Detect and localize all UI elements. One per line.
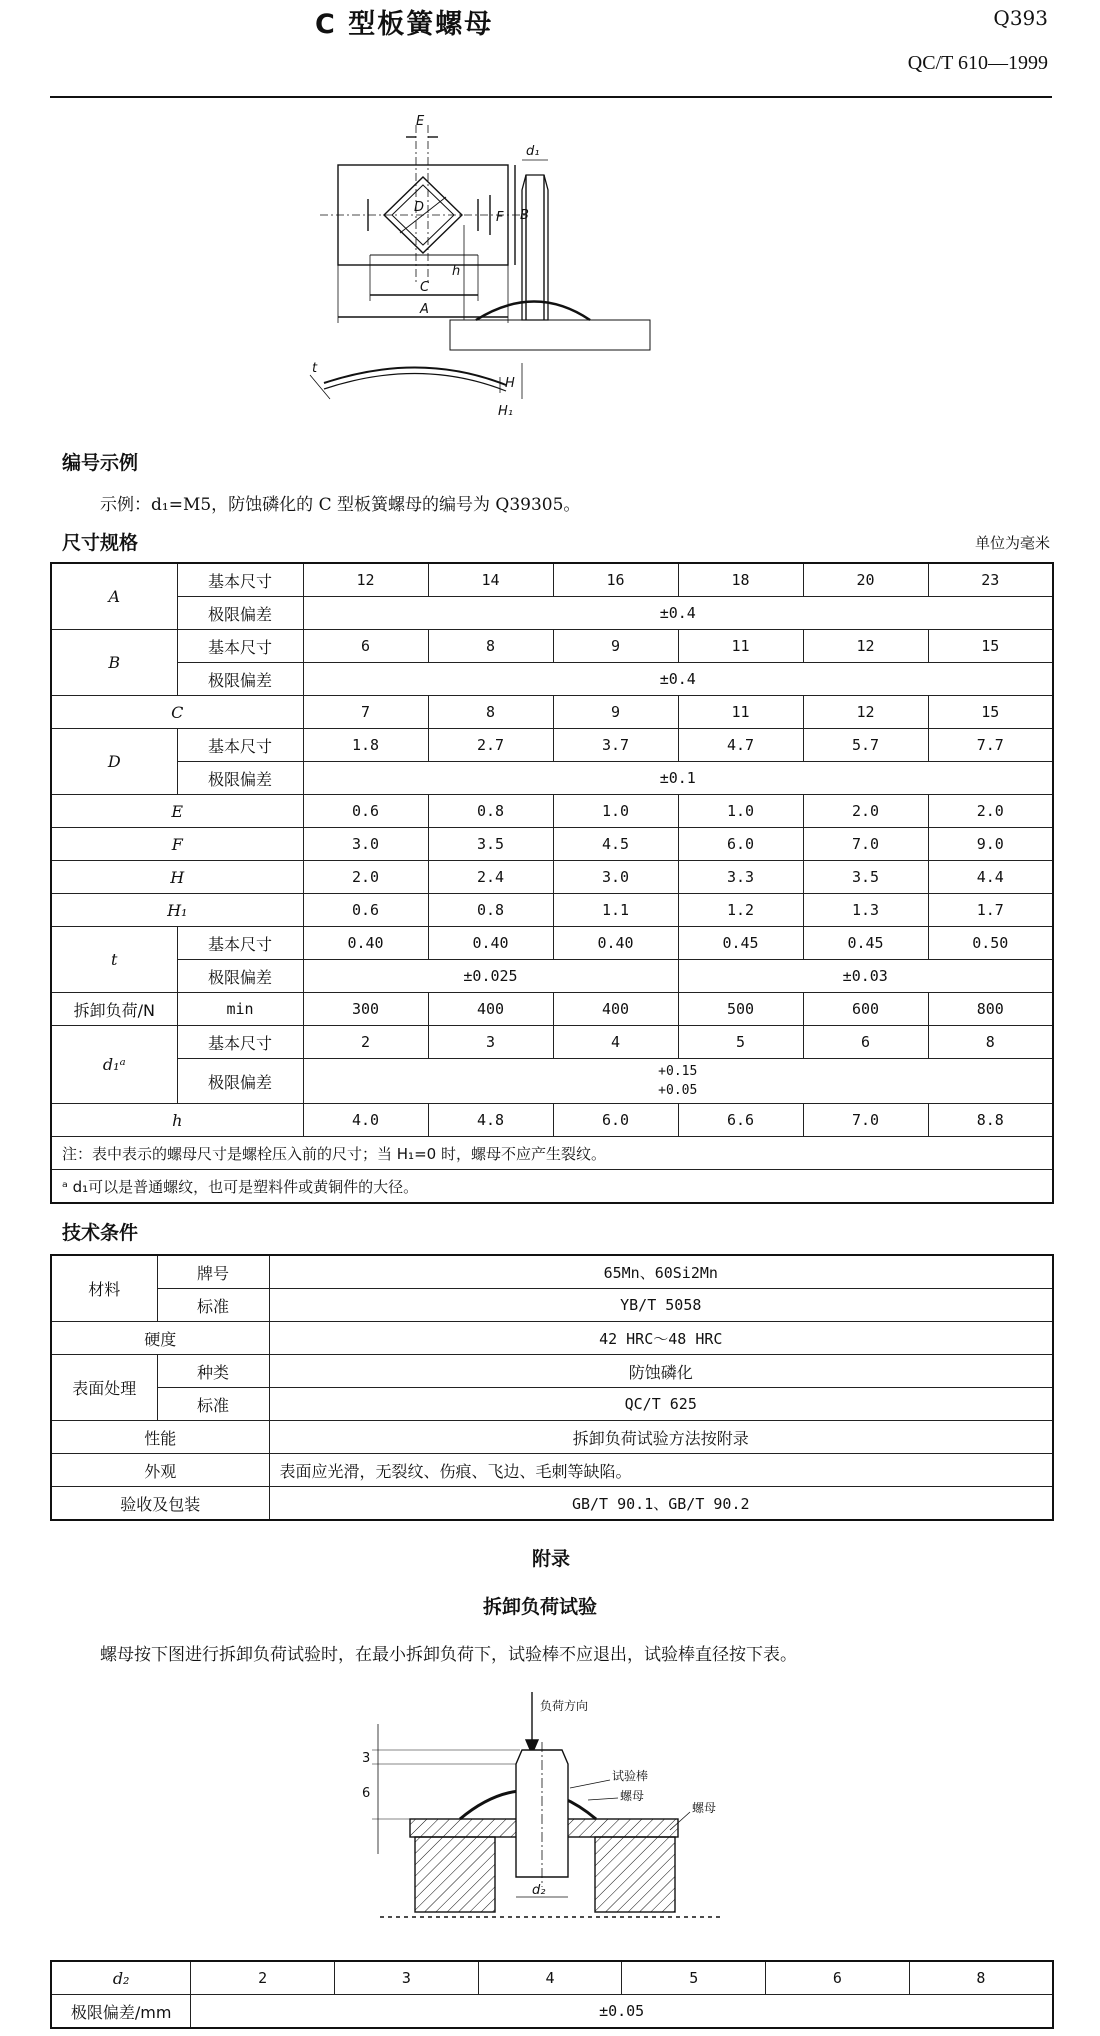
label-C: C (420, 280, 430, 295)
table-row: h 4.0 4.8 6.0 6.6 7.0 8.8 (51, 1104, 1053, 1137)
table-row: 材料 牌号 65Mn、60Si2Mn (51, 1255, 1053, 1289)
label-nut: 螺母 (620, 1789, 645, 1803)
table-row (51, 1137, 1053, 1170)
tech-heading: 技术条件 (62, 1222, 139, 1244)
unit-note: 单位为毫米 (974, 534, 1050, 552)
table-row (51, 1170, 1053, 1204)
table-row: 外观 表面应光滑，无裂纹、伤痕、飞边、毛刺等缺陷。 (51, 1454, 1053, 1487)
label-B: B (520, 208, 529, 223)
tech-table (50, 1254, 1054, 1521)
page-title: C 型板簧螺母 (315, 9, 494, 40)
label-load-direction: 负荷方向 (540, 1699, 589, 1713)
d1-tol-upper: +0.15 (658, 1064, 698, 1079)
appendix-text: 螺母按下图进行拆卸负荷试验时，在最小拆卸负荷下，试验棒不应退出，试验棒直径按下表。 (100, 1645, 797, 1665)
d2-table (50, 1960, 1054, 2029)
table-row: F 3.0 3.5 4.5 6.0 7.0 9.0 (51, 828, 1053, 861)
appendix-subheading: 拆卸负荷试验 (483, 1596, 598, 1618)
table-footnote: ᵃ d₁可以是普通螺纹，也可是塑料件或黄铜件的大径。 (51, 1170, 1053, 1204)
table-row: 硬度 42 HRC～48 HRC (51, 1322, 1053, 1355)
table-row: 标准 QC/T 625 (51, 1388, 1053, 1421)
table-row: 性能 拆卸负荷试验方法按附录 (51, 1421, 1053, 1454)
table-row: C 7 8 9 11 12 15 (51, 696, 1053, 729)
table-row: 验收及包装 GB/T 90.1、GB/T 90.2 (51, 1487, 1053, 1521)
table-row: 极限偏差/mm ±0.05 (51, 1995, 1053, 2029)
table-row: H₁ 0.6 0.8 1.1 1.2 1.3 1.7 (51, 894, 1053, 927)
table-row: d₂ 2 3 4 5 6 8 (51, 1961, 1053, 1995)
nut-dimension-drawing (300, 115, 800, 435)
label-dim-6: 6 (362, 1786, 371, 1801)
label-t: t (312, 361, 318, 376)
part-code: Q393 (993, 6, 1048, 30)
label-D: D (414, 200, 425, 215)
table-row: 极限偏差 ±0.4 (51, 597, 1053, 630)
table-row: D 基本尺寸 1.8 2.7 3.7 4.7 5.7 7.7 (51, 729, 1053, 762)
label-E: E (416, 115, 425, 129)
label-H1: H₁ (498, 404, 513, 419)
table-row: A 基本尺寸 12 14 16 18 20 23 (51, 563, 1053, 597)
table-row: 标准 YB/T 5058 (51, 1289, 1053, 1322)
table-row: B 基本尺寸 6 8 9 11 12 15 (51, 630, 1053, 663)
label-nut-right: 螺母 (692, 1801, 717, 1815)
table-row: 表面处理 种类 防蚀磷化 (51, 1355, 1053, 1388)
table-row: t 基本尺寸 0.40 0.40 0.40 0.45 0.45 0.50 (51, 927, 1053, 960)
table-row: d₁ᵃ 基本尺寸 2 3 4 5 6 8 (51, 1026, 1053, 1059)
table-row: 拆卸负荷/N min 300 400 400 500 600 800 (51, 993, 1053, 1026)
dimensions-heading: 尺寸规格 (62, 532, 139, 554)
label-F: F (496, 210, 504, 225)
table-row: 极限偏差 ±0.1 (51, 762, 1053, 795)
appendix-heading: 附录 (532, 1548, 571, 1570)
example-text: 示例：d₁=M5，防蚀磷化的 C 型板簧螺母的编号为 Q39305。 (100, 495, 581, 515)
table-note: 注：表中表示的螺母尺寸是螺栓压入前的尺寸；当 H₁=0 时，螺母不应产生裂纹。 (51, 1137, 1053, 1170)
label-h: h (452, 264, 461, 279)
table-row: 极限偏差 ±0.4 (51, 663, 1053, 696)
table-row: E 0.6 0.8 1.0 1.0 2.0 2.0 (51, 795, 1053, 828)
label-H: H (505, 376, 515, 391)
label-test-rod: 试验棒 (612, 1769, 649, 1783)
table-row: 极限偏差 ±0.025 ±0.03 (51, 960, 1053, 993)
label-d2: d₂ (532, 1883, 546, 1898)
label-A: A (420, 302, 429, 317)
dimension-table (50, 562, 1054, 1204)
d1-tol-lower: +0.05 (658, 1083, 698, 1098)
label-d1: d₁ (526, 144, 540, 159)
label-dim-3: 3 (362, 1751, 371, 1766)
example-heading: 编号示例 (62, 452, 139, 474)
header-rule (50, 96, 1052, 98)
standard-number: QC/T 610—1999 (907, 52, 1048, 74)
table-row: H 2.0 2.4 3.0 3.3 3.5 4.4 (51, 861, 1053, 894)
table-row: 极限偏差 +0.15 +0.05 (51, 1059, 1053, 1104)
load-test-drawing (360, 1682, 740, 1922)
